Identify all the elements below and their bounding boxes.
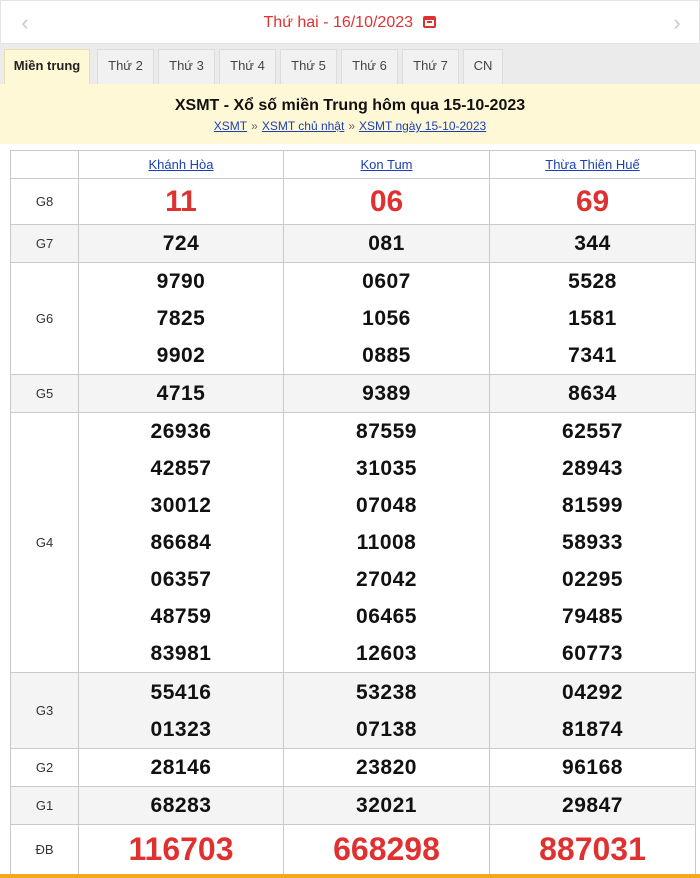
breadcrumb-separator: » [251, 119, 258, 133]
prize-label: G7 [11, 225, 79, 263]
prize-number: 07048 [356, 494, 417, 517]
prize-number: 5528 [568, 270, 617, 293]
prize-number: 68283 [79, 787, 284, 825]
prize-number: 1056 [362, 307, 411, 330]
prize-number: 55416 [150, 680, 212, 704]
prize-number-group [79, 673, 284, 749]
prize-row-g4 [11, 413, 696, 673]
prize-number: 9790 [156, 270, 206, 293]
prize-number: 9389 [284, 375, 490, 413]
prize-number: 4715 [79, 375, 284, 413]
tab-mien-trung[interactable]: Miền trung [4, 49, 90, 85]
prize-row-g3 [11, 673, 696, 749]
results-table [10, 150, 696, 875]
prize-number-group [490, 673, 696, 749]
prize-number: 31035 [356, 457, 417, 480]
prize-row-g7 [11, 225, 696, 263]
prize-number: 96168 [490, 749, 696, 787]
prize-label: G8 [11, 179, 79, 225]
prize-number: 06357 [150, 568, 212, 591]
table-header-row [11, 151, 696, 179]
prize-number: 28943 [562, 457, 623, 480]
prize-number-group [284, 263, 490, 375]
prize-label: G6 [11, 263, 79, 375]
jackpot-number: 887031 [490, 825, 696, 875]
prize-number: 06465 [356, 605, 417, 628]
prize-number: 081 [284, 225, 490, 263]
prize-number: 04292 [562, 680, 623, 704]
prize-label: G3 [11, 673, 79, 749]
prize-number: 86684 [150, 531, 212, 554]
prize-number-group [490, 263, 696, 375]
prize-number: 11 [79, 179, 284, 225]
tab-thu-5[interactable]: Thứ 5 [280, 49, 337, 84]
tab-thu-6[interactable]: Thứ 6 [341, 49, 398, 84]
prize-label: G4 [11, 413, 79, 673]
prize-number-group [490, 413, 696, 673]
prize-number: 30012 [150, 494, 212, 517]
prize-label: G1 [11, 787, 79, 825]
breadcrumb-xsmt-date[interactable]: XSMT ngày 15-10-2023 [359, 119, 487, 133]
prize-number: 29847 [490, 787, 696, 825]
prize-number-group [284, 413, 490, 673]
prize-number: 79485 [562, 605, 623, 628]
jackpot-number: 668298 [284, 825, 490, 875]
prize-number: 01323 [150, 717, 212, 741]
province-link-kon-tum[interactable]: Kon Tum [360, 157, 413, 172]
prize-number: 60773 [562, 642, 623, 665]
prize-row-g6 [11, 263, 696, 375]
prize-number: 23820 [284, 749, 490, 787]
prize-number: 58933 [562, 531, 623, 554]
prize-row-g5 [11, 375, 696, 413]
prize-number: 0607 [362, 270, 411, 293]
prize-row-db [11, 825, 696, 875]
province-header [79, 151, 284, 179]
prize-number: 81874 [562, 717, 623, 741]
breadcrumb-separator: » [348, 119, 355, 133]
prize-number: 7341 [568, 344, 617, 367]
weekday-label: Thứ hai - [263, 14, 329, 31]
tab-thu-3[interactable]: Thứ 3 [158, 49, 215, 84]
jackpot-number: 116703 [79, 825, 284, 875]
breadcrumb [0, 118, 700, 134]
prize-number: 87559 [356, 420, 417, 443]
prize-number: 1581 [568, 307, 617, 330]
prize-number: 7825 [156, 307, 206, 330]
province-link-khanh-hoa[interactable]: Khánh Hòa [148, 157, 214, 172]
prize-number: 344 [490, 225, 696, 263]
prize-row-g2 [11, 749, 696, 787]
prize-number: 0885 [362, 344, 411, 367]
tab-thu-2[interactable]: Thứ 2 [97, 49, 154, 84]
tab-thu-7[interactable]: Thứ 7 [402, 49, 459, 84]
prize-number: 69 [490, 179, 696, 225]
footer-accent-bar [0, 874, 700, 878]
results-header [0, 84, 700, 144]
day-tabs [0, 44, 700, 84]
prize-label: G2 [11, 749, 79, 787]
prize-number: 42857 [150, 457, 212, 480]
prize-number: 27042 [356, 568, 417, 591]
prize-number: 8634 [490, 375, 696, 413]
prize-number: 26936 [150, 420, 212, 443]
prize-number-group [79, 413, 284, 673]
prize-label: ĐB [11, 825, 79, 875]
prize-number: 02295 [562, 568, 623, 591]
breadcrumb-xsmt-chu-nhat[interactable]: XSMT chủ nhật [261, 119, 345, 133]
prize-number: 724 [79, 225, 284, 263]
province-header [284, 151, 490, 179]
tab-cn[interactable]: CN [463, 49, 503, 84]
prize-number: 62557 [562, 420, 623, 443]
prize-number: 53238 [356, 680, 417, 704]
province-header [490, 151, 696, 179]
prize-number: 07138 [356, 717, 417, 741]
prize-number-group [284, 673, 490, 749]
chevron-right-icon[interactable]: › [673, 10, 681, 35]
tab-thu-4[interactable]: Thứ 4 [219, 49, 276, 84]
prize-number: 06 [284, 179, 490, 225]
province-link-thua-thien-hue[interactable]: Thừa Thiên Huế [545, 157, 640, 172]
prize-number: 83981 [150, 642, 212, 665]
date-picker[interactable] [1, 10, 699, 35]
prize-number: 81599 [562, 494, 623, 517]
prize-number-group [79, 263, 284, 375]
prize-number: 32021 [284, 787, 490, 825]
prize-number: 28146 [79, 749, 284, 787]
page-title: XSMT - Xổ số miền Trung hôm qua 15-10-2023 [174, 97, 526, 114]
date-value: 16/10/2023 [332, 14, 414, 31]
prize-number: 48759 [150, 605, 212, 628]
prize-label: G5 [11, 375, 79, 413]
prize-number: 11008 [356, 531, 417, 554]
date-navigator [0, 0, 700, 44]
chevron-left-icon[interactable]: ‹ [21, 10, 29, 35]
prize-row-g1 [11, 787, 696, 825]
prize-row-g8 [11, 179, 696, 225]
prize-number: 9902 [156, 344, 206, 367]
header-empty-cell [11, 151, 79, 179]
breadcrumb-xsmt[interactable]: XSMT [213, 119, 248, 133]
prize-number: 12603 [356, 642, 417, 665]
calendar-icon[interactable] [423, 16, 436, 28]
